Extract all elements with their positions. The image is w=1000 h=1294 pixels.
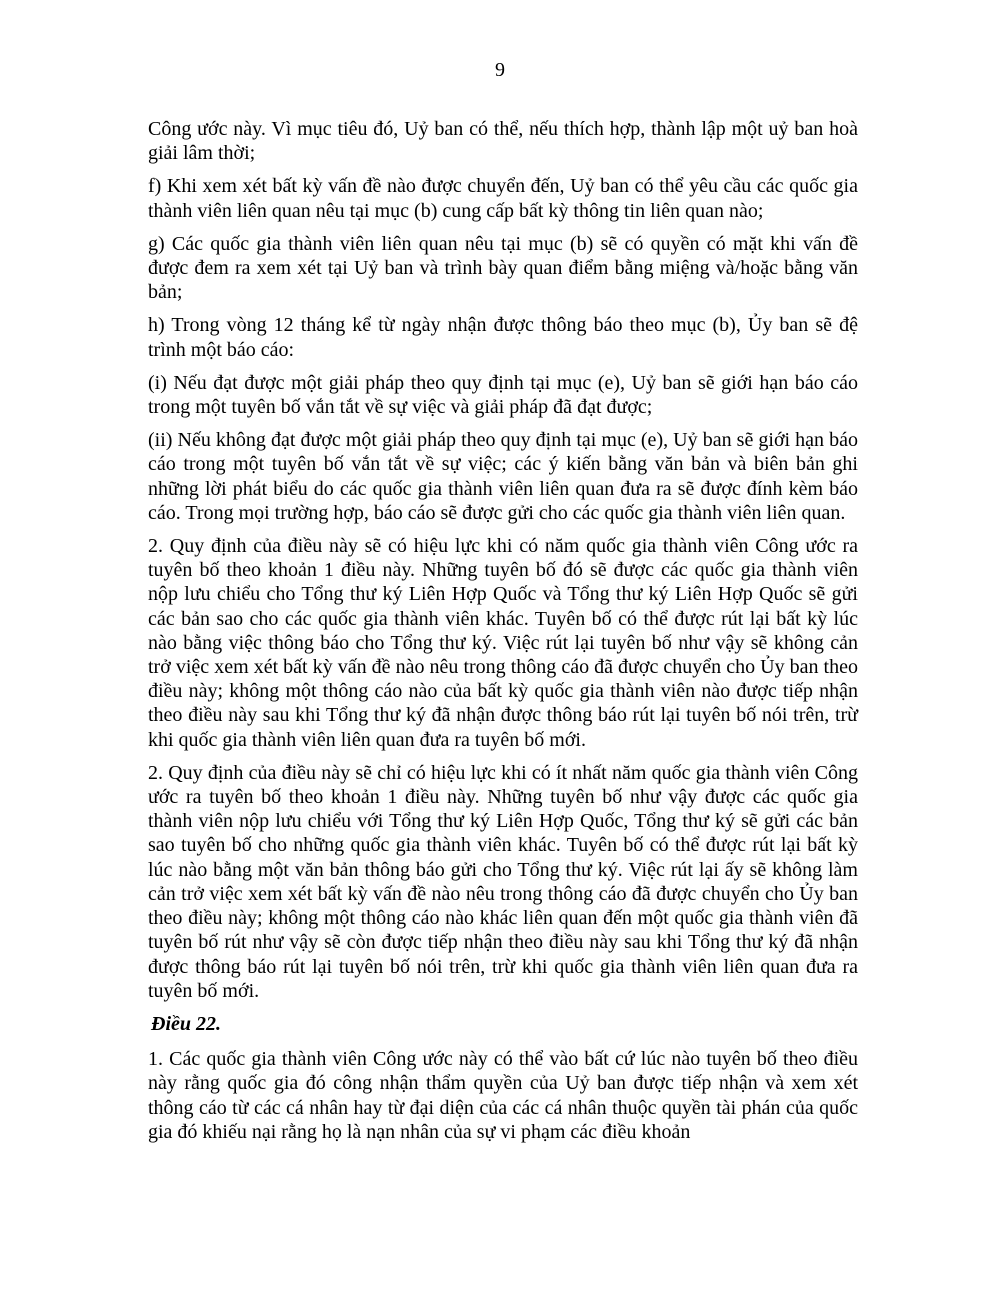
paragraph-item-f: f) Khi xem xét bất kỳ vấn đề nào được chuyển đến, Uỷ ban có thể yêu cầu các quốc gia thành viên liên quan nêu tại mục (b) cung cấp bất kỳ thông tin liên quan nào; <box>148 175 858 222</box>
article-heading: Điều 22. <box>151 1012 221 1035</box>
paragraph-clause-2-second: 2. Quy định của điều này sẽ chỉ có hiệu lực khi có ít nhất năm quốc gia thành viên Công ước ra tuyên bố theo khoản 1 điều này. Những tuyên bố như vậy được các quốc gia thành viên nộp lưu chiểu với Tổng thư ký Liên Hợp Quốc, Tổng thư ký sẽ gửi các bản sao tuyên bố cho những quốc gia thành viên khác. Tuyên bố có thể được rút lại bất kỳ lúc nào bằng một văn bản thông báo gửi cho Tổng thư ký. Việc rút lại ấy sẽ không làm cản trở việc xem xét bất kỳ vấn đề nào nêu trong thông cáo đã được chuyển cho Ủy ban theo điều này; không một thông cáo nào khác liên quan đến một quốc gia thành viên đã tuyên bố rút như vậy sẽ còn được tiếp nhận theo điều này sau khi Tổng thư ký đã nhận được thông báo rút lại tuyên bố nói trên, trừ khi quốc gia thành viên liên quan đưa ra tuyên bố mới. <box>148 761 858 1002</box>
paragraph-item-h-i: (i) Nếu đạt được một giải pháp theo quy định tại mục (e), Uỷ ban sẽ giới hạn báo cáo trong một tuyên bố vắn tắt về sự việc và giải pháp đã đạt được; <box>148 371 858 419</box>
page-number: 9 <box>495 59 505 81</box>
paragraph-item-g: g) Các quốc gia thành viên liên quan nêu tại mục (b) sẽ có quyền có mặt khi vấn đề được đem ra xem xét tại Uỷ ban và trình bày quan điểm bằng miệng và/hoặc bằng văn bản; <box>148 232 858 304</box>
article-paragraph-1: 1. Các quốc gia thành viên Công ước này có thể vào bất cứ lúc nào tuyên bố theo điều này rằng quốc gia đó công nhận thẩm quyền của Uỷ ban được tiếp nhận và xem xét thông cáo từ các cá nhân hay từ đại diện của các cá nhân thuộc quyền tài phán của quốc gia đó khiếu nại rằng họ là nạn nhân của sự vi phạm các điều khoản <box>148 1048 858 1143</box>
paragraph-item-h: h) Trong vòng 12 tháng kể từ ngày nhận được thông báo theo mục (b), Ủy ban sẽ đệ trình một báo cáo: <box>148 314 858 361</box>
paragraph-committee-conciliation: Công ước này. Vì mục tiêu đó, Uỷ ban có thể, nếu thích hợp, thành lập một uỷ ban hoà giải lâm thời; <box>148 118 858 165</box>
paragraph-clause-2-first: 2. Quy định của điều này sẽ có hiệu lực khi có năm quốc gia thành viên Công ước ra tuyên bố theo khoản 1 điều này. Những tuyên bố đó sẽ được các quốc gia thành viên nộp lưu chiểu cho Tổng thư ký Liên Hợp Quốc và Tổng thư ký Liên Hợp Quốc sẽ gửi các bản sao cho các quốc gia thành viên khác. Tuyên bố có thể được rút lại bất kỳ lúc nào bằng việc thông báo cho Tổng thư ký. Việc rút lại tuyên bố như vậy sẽ không cản trở việc xem xét bất kỳ vấn đề nào nêu trong thông cáo đã được chuyển cho Ủy ban theo điều này; không một thông cáo nào của bất kỳ quốc gia thành viên nào được tiếp nhận theo điều này sau khi Tổng thư ký đã nhận được thông báo rút lại tuyên bố nói trên, trừ khi quốc gia thành viên liên quan đưa ra tuyên bố mới. <box>148 535 858 751</box>
paragraph-item-h-ii: (ii) Nếu không đạt được một giải pháp theo quy định tại mục (e), Uỷ ban sẽ giới hạn báo cáo trong một tuyên bố vắn tắt về sự việc; các ý kiến bằng văn bản và biên bản ghi những lời phát biểu do các quốc gia thành viên liên quan đưa ra sẽ được đính kèm báo cáo. Trong mọi trường hợp, báo cáo sẽ được gửi cho các quốc gia thành viên liên quan. <box>148 429 858 524</box>
document-body <box>148 117 858 1153</box>
